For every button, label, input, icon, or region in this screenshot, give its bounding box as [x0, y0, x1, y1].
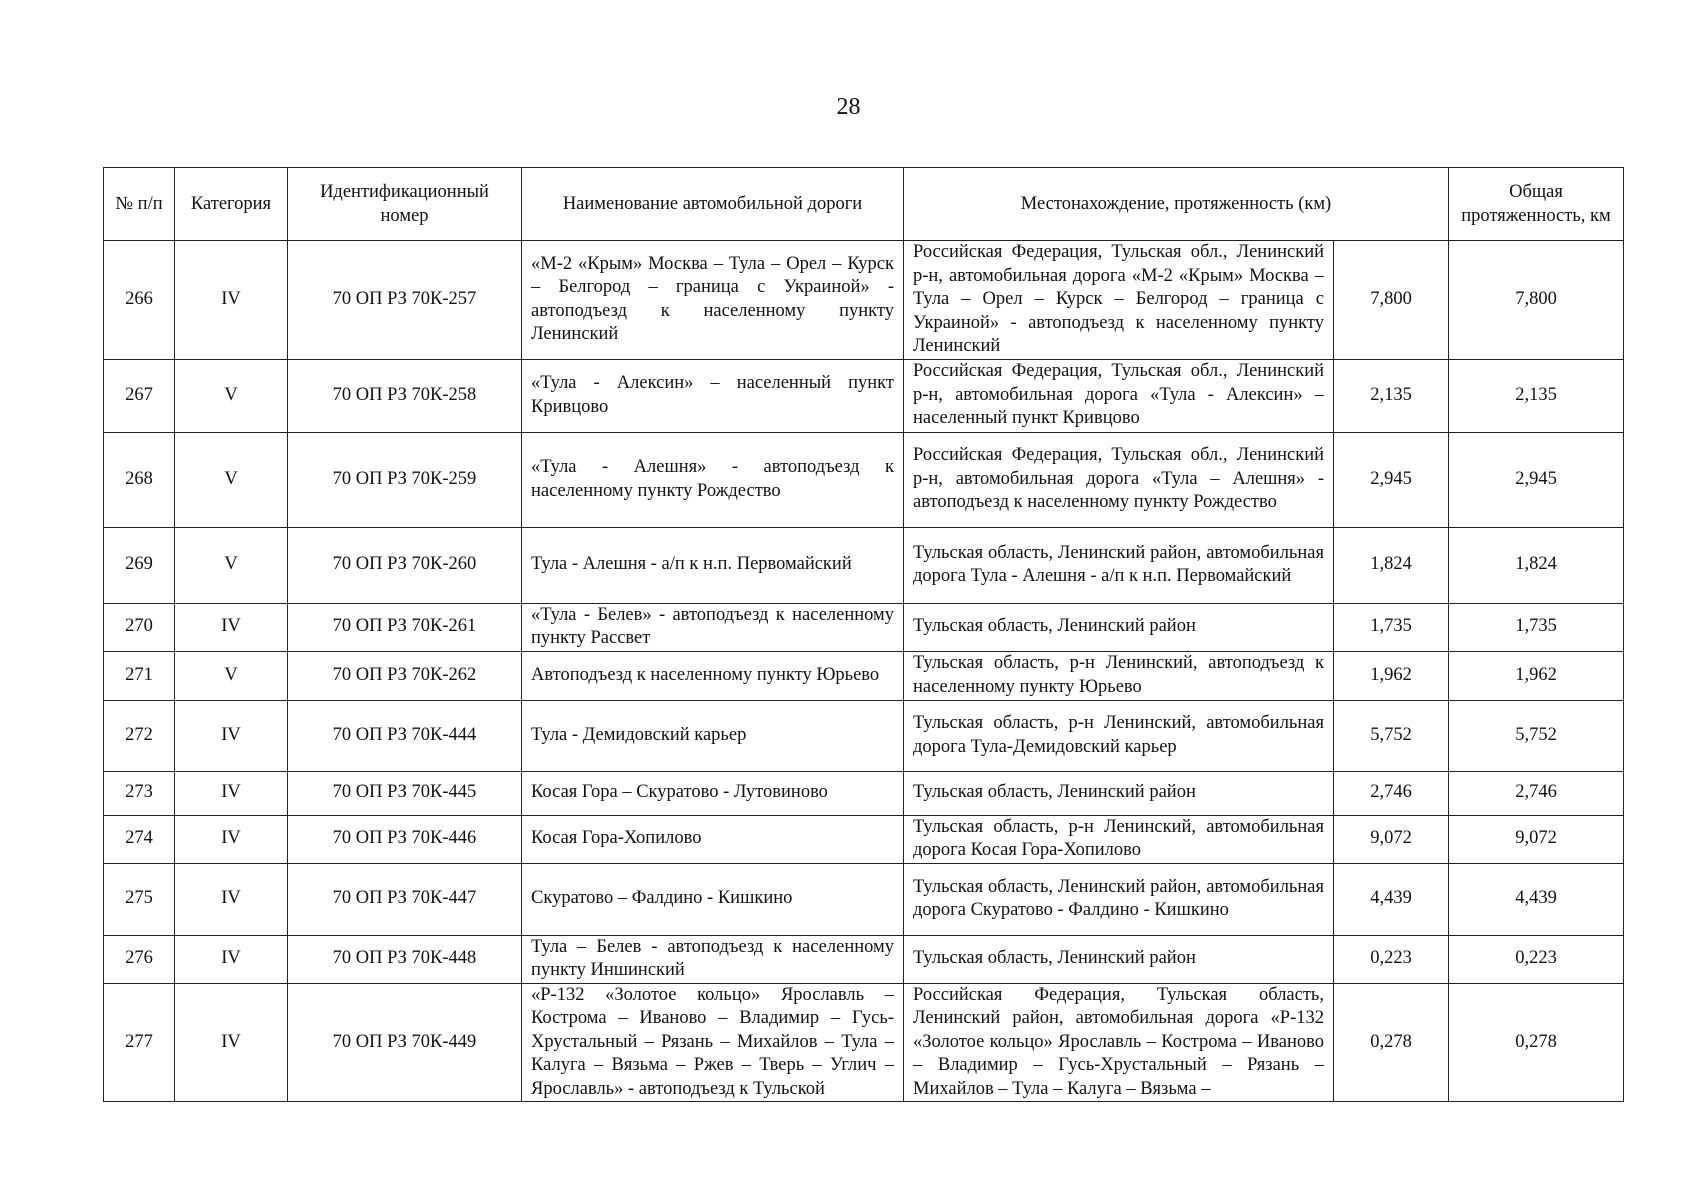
row-length: 0,278 [1334, 983, 1449, 1102]
header-total: Общая протяженность, км [1449, 168, 1624, 241]
row-id: 70 ОП РЗ 70К-446 [288, 815, 522, 863]
row-length: 4,439 [1334, 863, 1449, 935]
row-location: Тульская область, р-н Ленинский, автомобильная дорога Косая Гора-Хопилово [904, 815, 1334, 863]
row-no: 266 [104, 241, 175, 360]
table-row [104, 700, 1624, 771]
row-total: 1,824 [1449, 527, 1624, 603]
table-row [104, 241, 1624, 360]
row-total: 9,072 [1449, 815, 1624, 863]
row-id: 70 ОП РЗ 70К-447 [288, 863, 522, 935]
row-length: 1,824 [1334, 527, 1449, 603]
row-no: 268 [104, 432, 175, 527]
row-location: Тульская область, Ленинский район [904, 935, 1334, 983]
row-name: Скуратово – Фалдино - Кишкино [522, 863, 904, 935]
row-name: «Тула - Алешня» - автоподъезд к населенному пункту Рождество [522, 432, 904, 527]
row-location: Тульская область, Ленинский район, автомобильная дорога Скуратово - Фалдино - Кишкино [904, 863, 1334, 935]
row-id: 70 ОП РЗ 70К-448 [288, 935, 522, 983]
row-total: 0,223 [1449, 935, 1624, 983]
header-name: Наименование автомобильной дороги [522, 168, 904, 241]
row-location: Тульская область, р-н Ленинский, автоподъезд к населенному пункту Юрьево [904, 651, 1334, 700]
row-no: 272 [104, 700, 175, 771]
row-category: IV [175, 771, 288, 815]
row-name: Тула – Белев - автоподъезд к населенному пункту Иншинский [522, 935, 904, 983]
row-total: 2,135 [1449, 359, 1624, 432]
table-row [104, 603, 1624, 651]
row-name: Косая Гора – Скуратово - Лутовиново [522, 771, 904, 815]
row-category: V [175, 359, 288, 432]
row-category: IV [175, 935, 288, 983]
row-name: «Р-132 «Золотое кольцо» Ярославль – Кострома – Иваново – Владимир – Гусь-Хрустальный – Рязань – Михайлов – Тула – Калуга – Вязьма – Ржев – Тверь – Углич – Ярославль» - автоподъезд к Тульской [522, 983, 904, 1102]
row-total: 1,962 [1449, 651, 1624, 700]
table-row [104, 771, 1624, 815]
row-name: Косая Гора-Хопилово [522, 815, 904, 863]
row-length: 1,962 [1334, 651, 1449, 700]
row-id: 70 ОП РЗ 70К-444 [288, 700, 522, 771]
row-category: IV [175, 815, 288, 863]
table-row [104, 432, 1624, 527]
header-category: Категория [175, 168, 288, 241]
row-category: IV [175, 241, 288, 360]
row-length: 9,072 [1334, 815, 1449, 863]
row-no: 270 [104, 603, 175, 651]
row-id: 70 ОП РЗ 70К-449 [288, 983, 522, 1102]
row-name: Автоподъезд к населенному пункту Юрьево [522, 651, 904, 700]
table-row [104, 651, 1624, 700]
row-category: V [175, 432, 288, 527]
row-name: «Тула - Алексин» – населенный пункт Кривцово [522, 359, 904, 432]
table-row [104, 815, 1624, 863]
row-total: 0,278 [1449, 983, 1624, 1102]
row-location: Тульская область, Ленинский район [904, 771, 1334, 815]
row-no: 277 [104, 983, 175, 1102]
row-location: Тульская область, Ленинский район [904, 603, 1334, 651]
row-location: Российская Федерация, Тульская обл., Ленинский р-н, автомобильная дорога «М-2 «Крым» Москва – Тула – Орел – Курск – Белгород – граница с Украиной» - автоподъезд к населенному пункту Ленинский [904, 241, 1334, 360]
row-category: IV [175, 983, 288, 1102]
row-total: 5,752 [1449, 700, 1624, 771]
row-location: Российская Федерация, Тульская обл., Ленинский р-н, автомобильная дорога «Тула - Алексин» – населенный пункт Кривцово [904, 359, 1334, 432]
row-no: 271 [104, 651, 175, 700]
row-category: V [175, 651, 288, 700]
row-id: 70 ОП РЗ 70К-260 [288, 527, 522, 603]
table-row [104, 359, 1624, 432]
header-id: Идентификационный номер [288, 168, 522, 241]
row-no: 275 [104, 863, 175, 935]
row-length: 1,735 [1334, 603, 1449, 651]
row-id: 70 ОП РЗ 70К-259 [288, 432, 522, 527]
header-location: Местонахождение, протяженность (км) [904, 168, 1449, 241]
row-length: 5,752 [1334, 700, 1449, 771]
row-no: 276 [104, 935, 175, 983]
table-row [104, 863, 1624, 935]
row-no: 267 [104, 359, 175, 432]
row-category: IV [175, 603, 288, 651]
row-location: Российская Федерация, Тульская область, Ленинский район, автомобильная дорога «Р-132 «Золотое кольцо» Ярославль – Кострома – Иваново – Владимир – Гусь-Хрустальный – Рязань – Михайлов – Тула – Калуга – Вязьма – [904, 983, 1334, 1102]
row-id: 70 ОП РЗ 70К-261 [288, 603, 522, 651]
row-no: 269 [104, 527, 175, 603]
page-number: 28 [836, 94, 861, 120]
row-id: 70 ОП РЗ 70К-257 [288, 241, 522, 360]
table-row [104, 935, 1624, 983]
table-header-row [104, 168, 1624, 241]
row-category: IV [175, 700, 288, 771]
table-row [104, 983, 1624, 1102]
row-total: 4,439 [1449, 863, 1624, 935]
table-row [104, 527, 1624, 603]
row-name: «М-2 «Крым» Москва – Тула – Орел – Курск – Белгород – граница с Украиной» - автоподъезд к населенному пункту Ленинский [522, 241, 904, 360]
row-length: 2,135 [1334, 359, 1449, 432]
row-length: 2,945 [1334, 432, 1449, 527]
row-id: 70 ОП РЗ 70К-445 [288, 771, 522, 815]
row-no: 274 [104, 815, 175, 863]
row-location: Российская Федерация, Тульская обл., Ленинский р-н, автомобильная дорога «Тула – Алешня» - автоподъезд к населенному пункту Рождество [904, 432, 1334, 527]
row-name: Тула - Алешня - а/п к н.п. Первомайский [522, 527, 904, 603]
row-id: 70 ОП РЗ 70К-262 [288, 651, 522, 700]
row-location: Тульская область, р-н Ленинский, автомобильная дорога Тула-Демидовский карьер [904, 700, 1334, 771]
row-name: Тула - Демидовский карьер [522, 700, 904, 771]
row-id: 70 ОП РЗ 70К-258 [288, 359, 522, 432]
row-location: Тульская область, Ленинский район, автомобильная дорога Тула - Алешня - а/п к н.п. Первомайский [904, 527, 1334, 603]
row-category: V [175, 527, 288, 603]
header-no: № п/п [104, 168, 175, 241]
row-total: 7,800 [1449, 241, 1624, 360]
row-length: 0,223 [1334, 935, 1449, 983]
row-total: 2,945 [1449, 432, 1624, 527]
roads-table [103, 167, 1624, 1102]
row-length: 7,800 [1334, 241, 1449, 360]
row-total: 2,746 [1449, 771, 1624, 815]
row-no: 273 [104, 771, 175, 815]
row-name: «Тула - Белев» - автоподъезд к населенному пункту Рассвет [522, 603, 904, 651]
row-length: 2,746 [1334, 771, 1449, 815]
row-category: IV [175, 863, 288, 935]
row-total: 1,735 [1449, 603, 1624, 651]
